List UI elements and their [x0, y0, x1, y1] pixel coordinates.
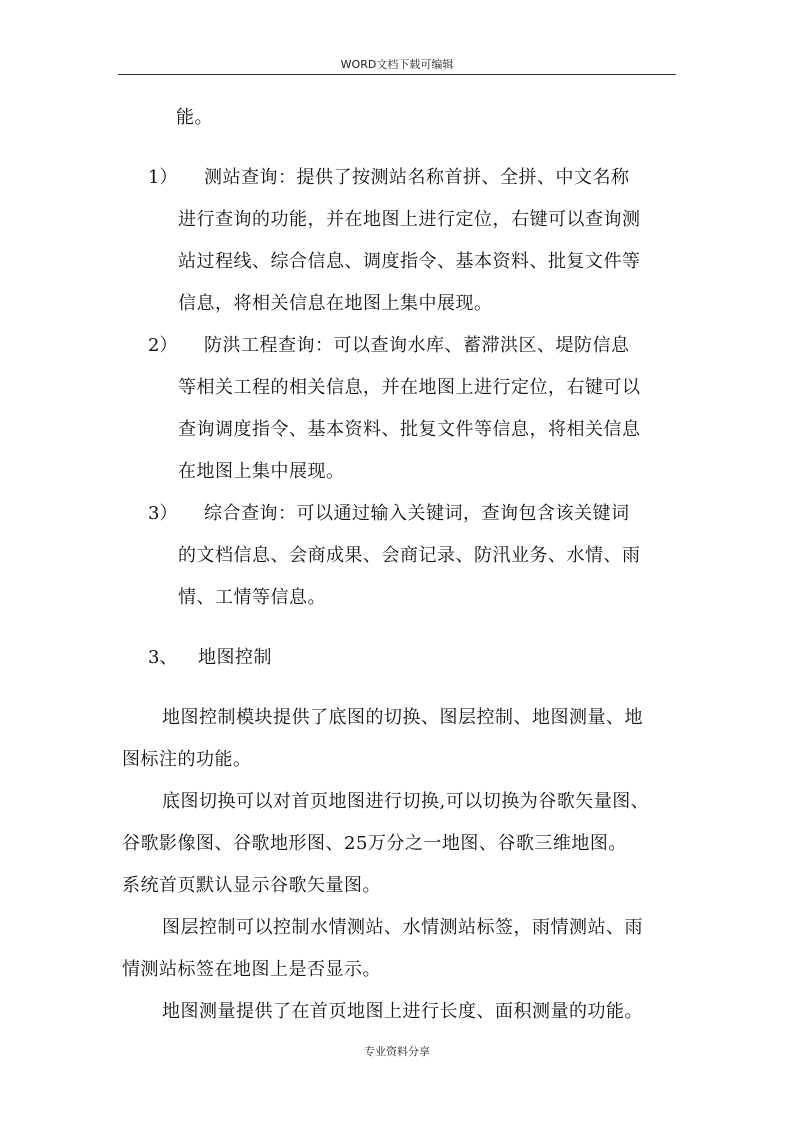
item-1-line-1: 进行查询的功能，并在地图上进行定位，右键可以查询测: [178, 209, 641, 230]
para-3-line-1: 图层控制可以控制水情测站、水情测站标签，雨情测站、雨: [162, 917, 643, 938]
para-1-line-1: 地图控制模块提供了底图的切换、图层控制、地图测量、地: [162, 707, 643, 728]
item-2-heading: 防洪工程查询：可以查询水库、蓄滞洪区、堤防信息: [204, 335, 630, 356]
para-2-line-2: 谷歌影像图、谷歌地形图、25万分之一地图、谷歌三维地图。: [122, 833, 627, 854]
item-2-line-2: 查询调度指令、基本资料、批复文件等信息，将相关信息: [178, 419, 641, 440]
item-1-line-2: 站过程线、综合信息、调度指令、基本资料、批复文件等: [178, 251, 641, 272]
item-3-line-2: 情、工情等信息。: [178, 587, 326, 608]
item-3-line-1: 的文档信息、会商成果、会商记录、防汛业务、水情、雨: [178, 545, 641, 566]
item-1-number: 1）: [148, 167, 178, 188]
item-2-number: 2）: [148, 335, 178, 356]
item-2-line-3: 在地图上集中展现。: [178, 461, 345, 482]
section-number: 3、: [148, 647, 178, 668]
section-title: 地图控制: [198, 647, 272, 668]
header-divider: [118, 74, 676, 75]
page-header: WORD文档下载可编辑: [340, 58, 454, 71]
page-footer: 专业资料分享: [364, 1045, 430, 1058]
item-1-line-3: 信息，将相关信息在地图上集中展现。: [178, 293, 493, 314]
intro-tail: 能。: [176, 107, 213, 128]
para-2-line-3: 系统首页默认显示谷歌矢量图。: [122, 875, 381, 896]
para-2-line-1: 底图切换可以对首页地图进行切换,可以切换为谷歌矢量图、: [162, 791, 650, 812]
item-1-heading: 测站查询：提供了按测站名称首拼、全拼、中文名称: [204, 167, 630, 188]
para-1-line-2: 图标注的功能。: [122, 749, 252, 770]
para-4-line-1: 地图测量提供了在首页地图上进行长度、面积测量的功能。: [162, 1001, 643, 1022]
item-2-line-1: 等相关工程的相关信息，并在地图上进行定位，右键可以: [178, 377, 641, 398]
item-3-number: 3）: [148, 503, 178, 524]
item-3-heading: 综合查询：可以通过输入关键词，查询包含该关键词: [204, 503, 630, 524]
para-3-line-2: 情测站标签在地图上是否显示。: [122, 959, 381, 980]
